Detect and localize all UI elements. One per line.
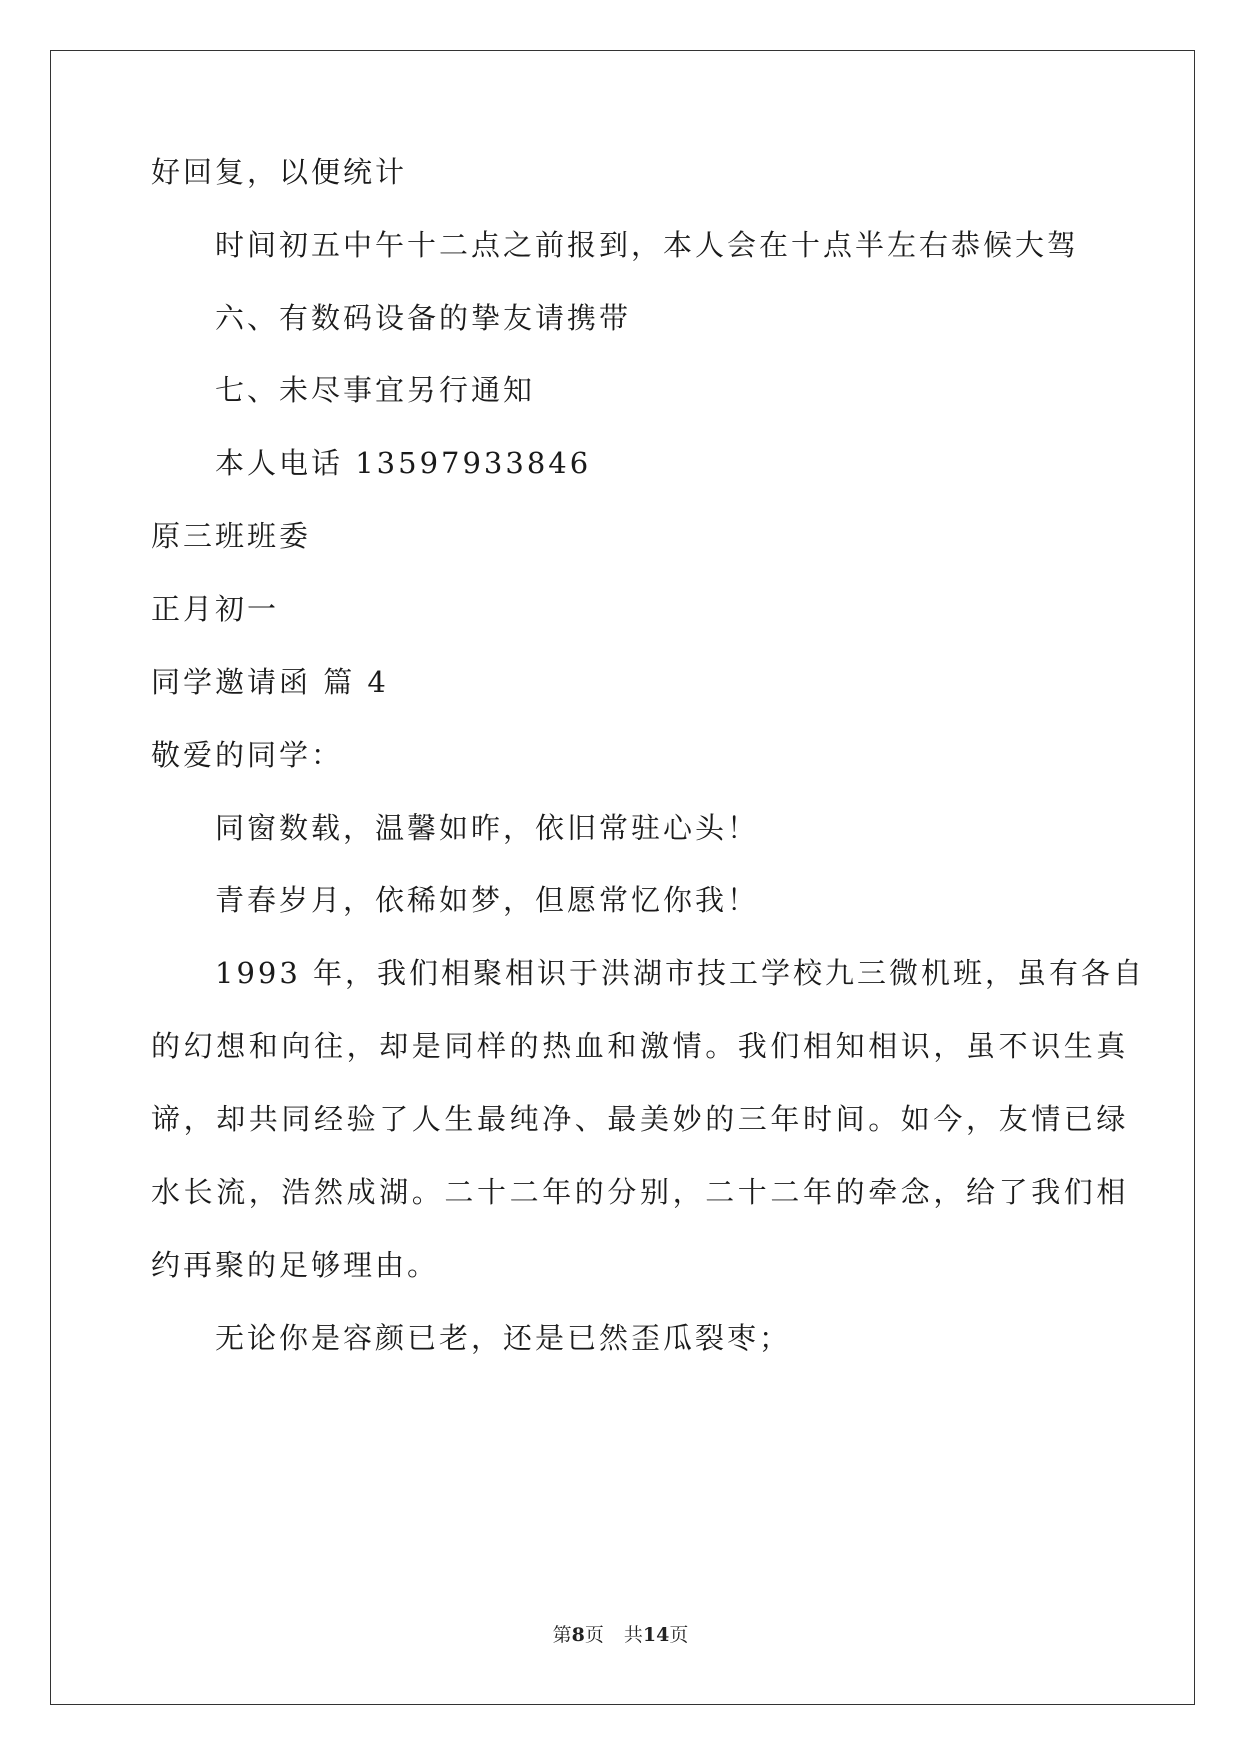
text-line: 本人电话 13597933846 (215, 446, 592, 480)
text-line: 1993 年，我们相聚相识于洪湖市技工学校九三微机班，虽有各自 (215, 956, 1146, 990)
text-line: 时间初五中午十二点之前报到，本人会在十点半左右恭候大驾 (215, 228, 1080, 262)
text-line: 七、未尽事宜另行通知 (215, 373, 536, 407)
salutation: 敬爱的同学： (151, 738, 344, 772)
text-line: 的幻想和向往，却是同样的热血和激情。我们相知相识，虽不识生真 (151, 1029, 1130, 1063)
footer-page-suffix: 页 (584, 1624, 604, 1646)
footer-total-suffix: 页 (669, 1624, 689, 1646)
footer-total-prefix: 共 (623, 1624, 643, 1646)
text-line: 六、有数码设备的挚友请携带 (215, 301, 632, 335)
footer-prefix: 第 (552, 1624, 572, 1646)
text-line: 约再聚的足够理由。 (151, 1248, 440, 1282)
text-line: 无论你是容颜已老，还是已然歪瓜裂枣； (215, 1321, 792, 1355)
text-line: 谛，却共同经验了人生最纯净、最美妙的三年时间。如今，友情已绿 (151, 1102, 1130, 1136)
page-footer (0, 1622, 1241, 1648)
text-line: 正月初一 (151, 592, 280, 626)
text-line: 好回复，以便统计 (151, 155, 408, 189)
text-line: 水长流，浩然成湖。二十二年的分别，二十二年的牵念，给了我们相 (151, 1175, 1130, 1209)
current-page-number: 8 (571, 1624, 585, 1646)
total-pages-number: 14 (642, 1624, 670, 1646)
section-heading: 同学邀请函 篇 4 (151, 665, 389, 699)
text-line: 同窗数载，温馨如昨，依旧常驻心头！ (215, 811, 760, 845)
text-line: 青春岁月，依稀如梦，但愿常忆你我！ (215, 883, 760, 917)
text-line: 原三班班委 (151, 519, 312, 553)
